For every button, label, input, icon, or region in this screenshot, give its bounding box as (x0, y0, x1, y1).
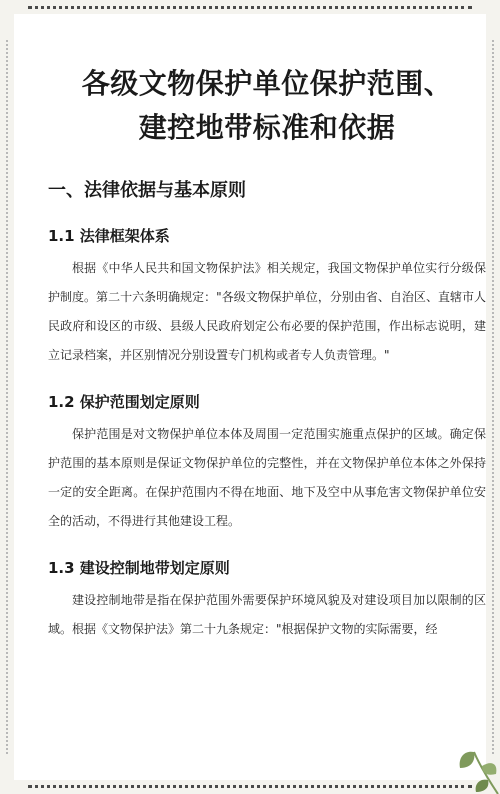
left-dotted-border (6, 40, 8, 754)
sub1-body: 根据《中华人民共和国文物保护法》相关规定，我国文物保护单位实行分级保护制度。第二十六条明确规定："各级文物保护单位，分别由省、自治区、直辖市人民政府和设区的市级、县级人民政府划定公布必要的保护范围，作出标志说明，建立记录档案，并区别情况分别设置专门机构或者专人负责管理。" (48, 261, 486, 362)
section1-heading: 一、法律依据与基本原则 (48, 180, 246, 201)
sub3-heading: 1.3 建设控制地带划定原则 (48, 559, 230, 577)
document-title-line2: 建控地带标准和依据 (138, 111, 396, 144)
sub2-heading: 1.2 保护范围划定原则 (48, 393, 200, 411)
sub1-heading: 1.1 法律框架体系 (48, 227, 170, 245)
document-page (14, 14, 486, 780)
document-title (48, 62, 486, 150)
leaf-icon (440, 724, 500, 794)
right-dotted-border (492, 40, 494, 754)
bottom-dotted-border (28, 785, 472, 788)
document-content (48, 28, 486, 644)
document-title-line1: 各级文物保护单位保护范围、 (81, 67, 453, 100)
sub2-body: 保护范围是对文物保护单位本体及周围一定范围实施重点保护的区域。确定保护范围的基本原则是保证文物保护单位的完整性，并在文物保护单位本体之外保持一定的安全距离。在保护范围内不得在地面、地下及空中从事危害文物保护单位安全的活动，不得进行其他建设工程。 (48, 427, 486, 528)
top-dotted-border (28, 6, 472, 9)
sub3-body: 建设控制地带是指在保护范围外需要保护环境风貌及对建设项目加以限制的区域。根据《文物保护法》第二十九条规定："根据保护文物的实际需要，经 (48, 593, 486, 636)
